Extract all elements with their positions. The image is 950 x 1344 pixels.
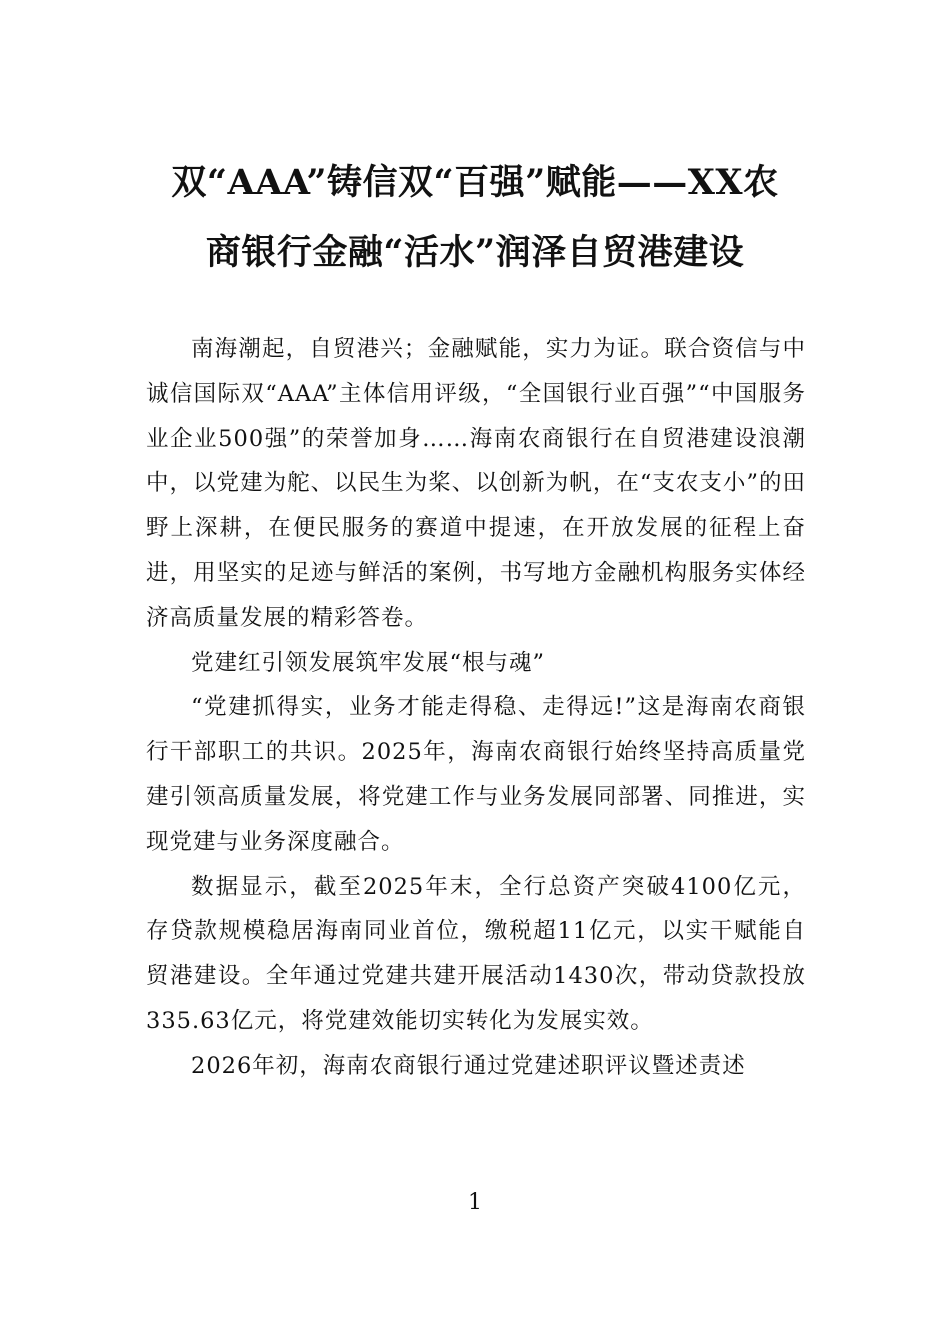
paragraph-data: 数据显示，截至2025年末，全行总资产突破4100亿元，存贷款规模稳居海南同业首位，缴税超11亿元，以实干赋能自贸港建设。全年通过党建共建开展活动1430次，带动贷款投放335.63亿元，将党建效能切实转化为发展实效。 [146, 873, 806, 1034]
title-line-2: 商银行金融“活水”润泽自贸港建设 [205, 232, 745, 273]
page-number: 1 [468, 1190, 482, 1215]
paragraph-2026: 2026年初，海南农商银行通过党建述职评议暨述责述 [191, 1052, 746, 1079]
section-heading: 党建红引领发展筑牢发展“根与魂” [191, 649, 546, 676]
paragraph-intro: 南海潮起，自贸港兴；金融赋能，实力为证。联合资信与中诚信国际双“AAA”主体信用评级，“全国银行业百强”“中国服务业企业500强”的荣誉加身……海南农商银行在自贸港建设浪潮中，以党建为舵、以民生为桨、以创新为帆，在“支农支小”的田野上深耕，在便民服务的赛道中提速，在开放发展的征程上奋进，用坚实的足迹与鲜活的案例，书写地方金融机构服务实体经济高质量发展的精彩答卷。 [146, 336, 806, 631]
document-body [146, 327, 806, 1089]
title-line-1: 双“AAA”铸信双“百强”赋能——XX农 [171, 162, 779, 203]
paragraph-party-building: “党建抓得实，业务才能走得稳、走得远!”这是海南农商银行干部职工的共识。2025年，海南农商银行始终坚持高质量党建引领高质量发展，将党建工作与业务发展同部署、同推进，实现党建与业务深度融合。 [146, 694, 806, 855]
document-title [120, 148, 830, 288]
